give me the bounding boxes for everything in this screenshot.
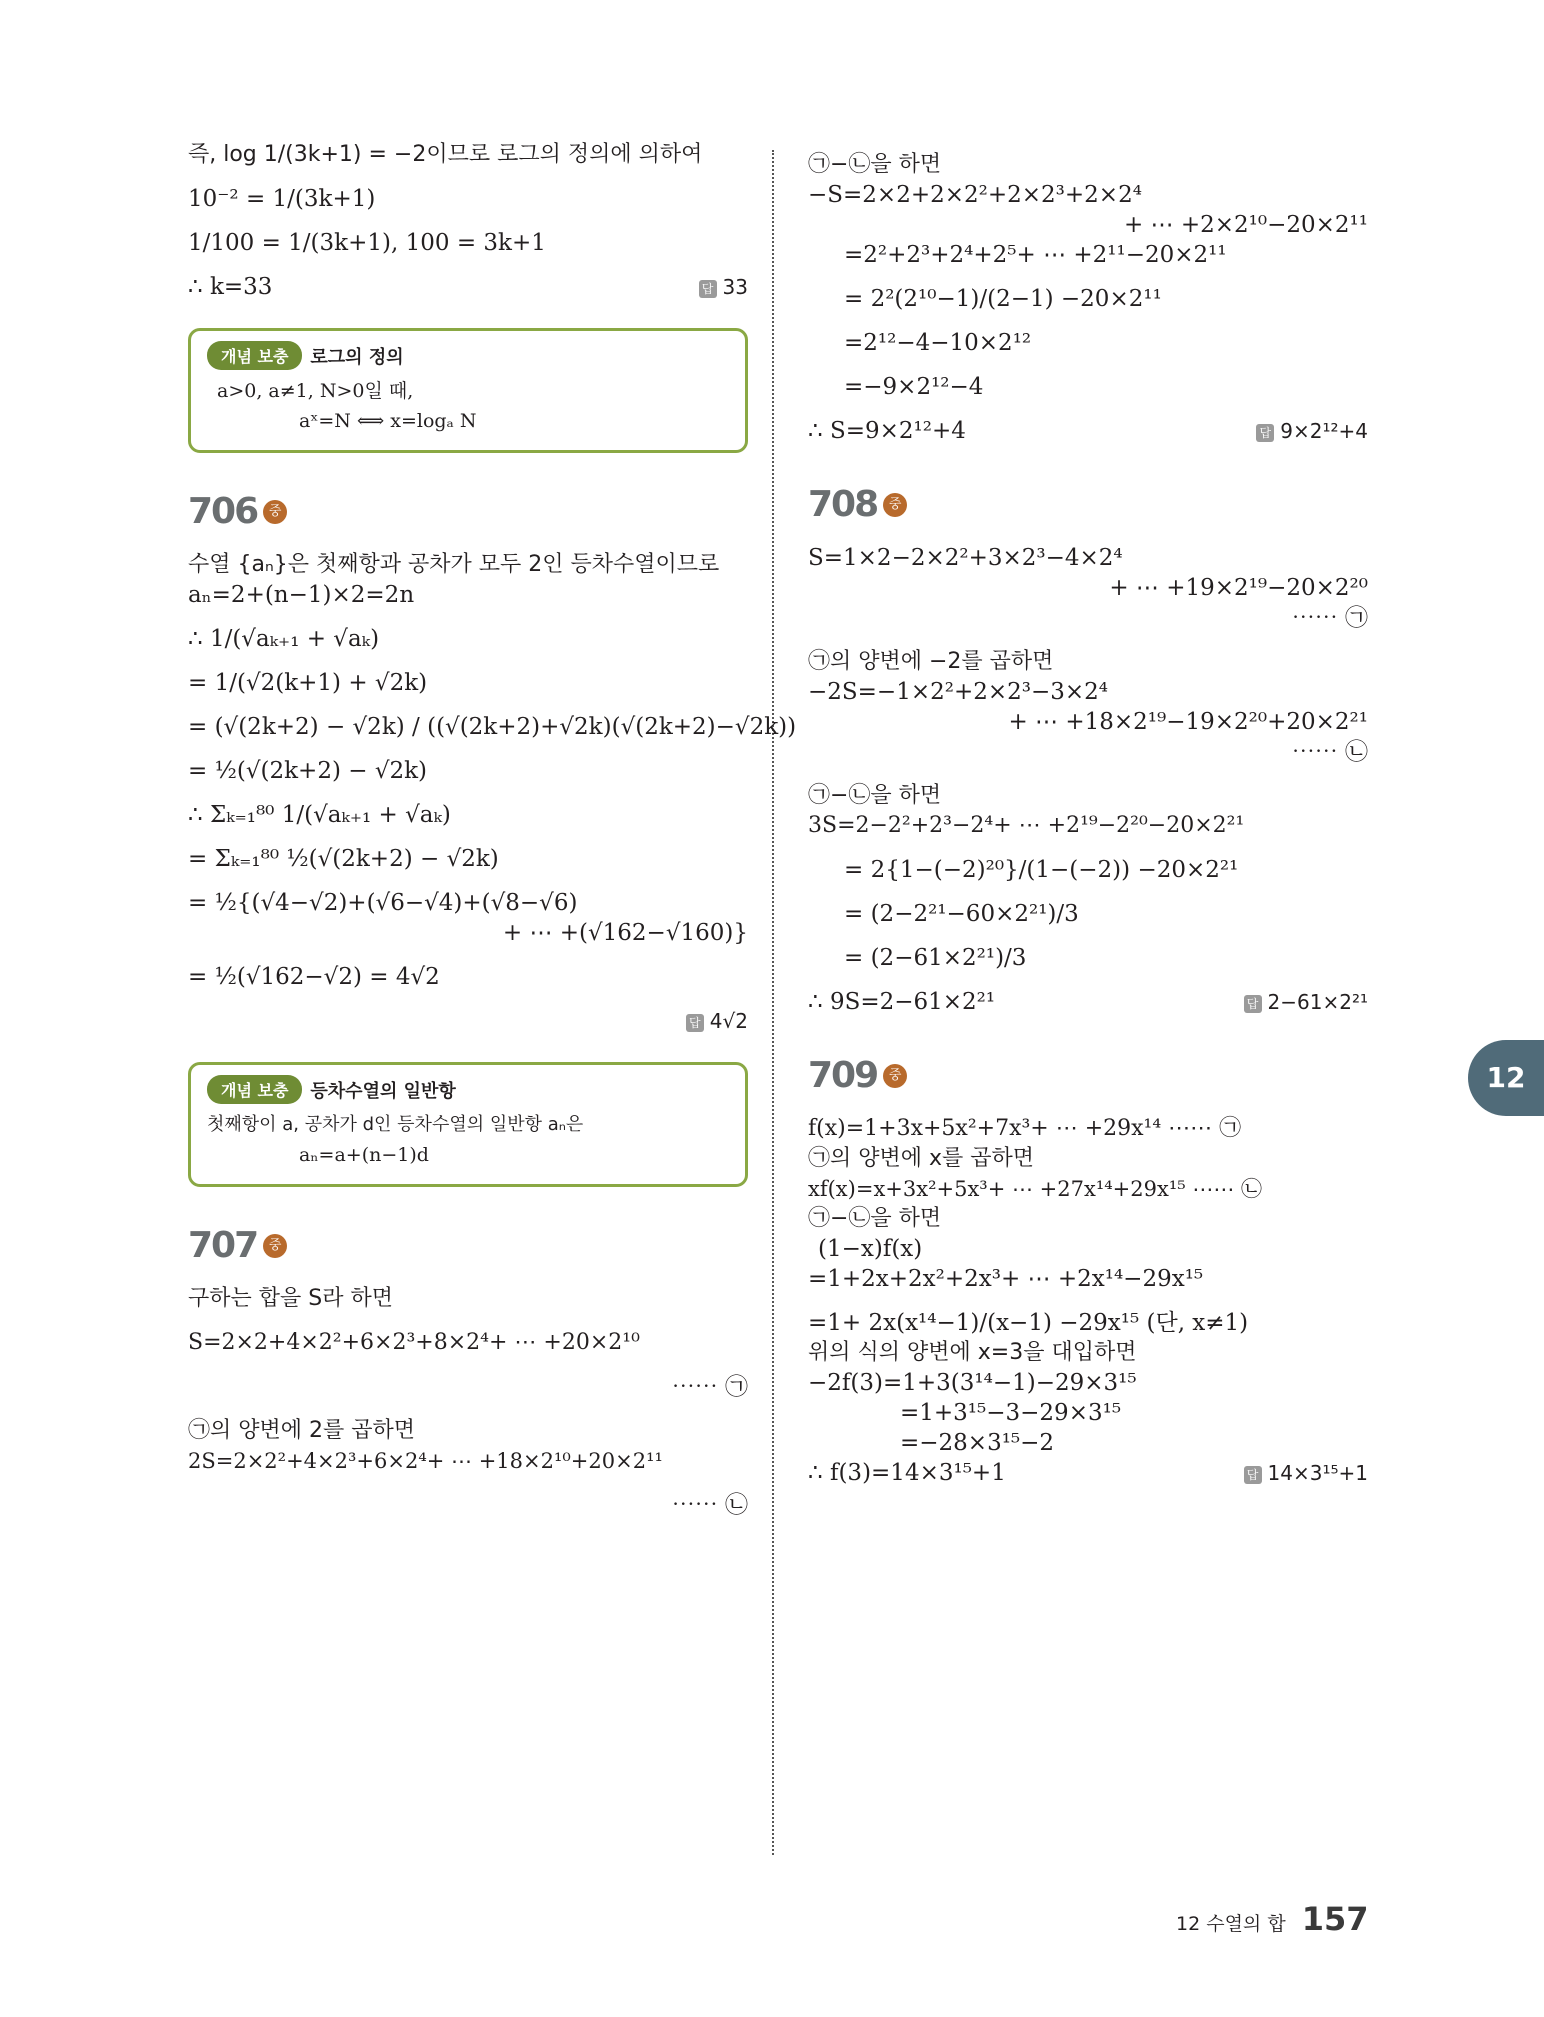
p707-cont-line: =2²+2³+2⁴+2⁵+ ⋯ +2¹¹−20×2¹¹ — [844, 242, 1227, 268]
p708-line: ⋯⋯ ㉡ — [1291, 739, 1368, 765]
difficulty-badge: 중 — [263, 1234, 287, 1258]
concept-title: 로그의 정의 — [310, 346, 404, 368]
p706-line: = ½{(√4−√2)+(√6−√4)+(√8−√6) — [188, 890, 578, 916]
intro-line-3: 1/100 = 1/(3k+1), 100 = 3k+1 — [188, 230, 546, 256]
concept-box-arith — [188, 1062, 748, 1187]
answer-value: 2−61×2²¹ — [1267, 990, 1368, 1014]
p709-conclusion — [808, 1458, 1368, 1488]
p707-cont-line: =2¹²−4−10×2¹² — [844, 330, 1032, 356]
intro-conclusion: ∴ k=33 — [188, 274, 273, 300]
answer-709 — [1244, 1458, 1368, 1488]
p707-line: 구하는 합을 S라 하면 — [188, 1286, 393, 1311]
concept-tag: 개념 보충 — [207, 341, 302, 370]
p709-line: =1+ 2x(x¹⁴−1)/(x−1) −29x¹⁵ (단, x≠1) — [808, 1310, 1249, 1336]
intro-line-2: 10⁻² = 1/(3k+1) — [188, 186, 376, 212]
p706-line: = Σₖ₌₁⁸⁰ ½(√(2k+2) − √2k) — [188, 846, 499, 872]
p708-line: + ⋯ +18×2¹⁹−19×2²⁰+20×2²¹ — [1008, 709, 1368, 735]
p708-line: = (2−61×2²¹)/3 — [844, 945, 1027, 971]
p706-line: = ½(√162−√2) = 4√2 — [188, 964, 440, 990]
p708-line: 3S=2−2²+2³−2⁴+ ⋯ +2¹⁹−2²⁰−20×2²¹ — [808, 813, 1245, 838]
page-number: 157 — [1301, 1900, 1369, 1938]
p707-line: S=2×2+4×2²+6×2³+8×2⁴+ ⋯ +20×2¹⁰ — [188, 1330, 640, 1355]
chapter-tab: 12 — [1468, 1040, 1544, 1116]
p709-line: 위의 식의 양변에 x=3을 대입하면 — [808, 1340, 1137, 1365]
left-column — [188, 140, 797, 1520]
p709-line: f(x)=1+3x+5x²+7x³+ ⋯ +29x¹⁴ ⋯⋯ ㉠ — [808, 1116, 1242, 1141]
p706-line: + ⋯ +(√162−√160)} — [502, 920, 748, 946]
answer-value: 14×3¹⁵+1 — [1267, 1461, 1368, 1485]
p709-line: =1+3¹⁵−3−29×3¹⁵ — [900, 1400, 1122, 1426]
p706-answer-line — [188, 1006, 748, 1036]
answer-badge: 답 — [1244, 995, 1262, 1013]
answer-badge: 답 — [686, 1014, 704, 1032]
p706-line: ∴ 1/(√aₖ₊₁ + √aₖ) — [188, 626, 380, 652]
p706-line: = ½(√(2k+2) − √2k) — [188, 758, 428, 784]
p706-line: 수열 {aₙ}은 첫째항과 공차가 모두 2인 등차수열이므로 — [188, 552, 720, 577]
problem-707-header — [188, 1225, 748, 1266]
difficulty-badge: 중 — [263, 500, 287, 524]
p706-line: = 1/(√2(k+1) + √2k) — [188, 670, 428, 696]
p709-line: =−28×3¹⁵−2 — [900, 1430, 1055, 1456]
answer-badge: 답 — [1256, 424, 1274, 442]
problem-706-header — [188, 491, 748, 532]
page-footer — [1176, 1900, 1368, 1938]
difficulty-badge: 중 — [883, 493, 907, 517]
p708-line: −2S=−1×2²+2×2³−3×2⁴ — [808, 679, 1109, 705]
p708-line: + ⋯ +19×2¹⁹−20×2²⁰ — [1109, 575, 1368, 601]
p709-line: (1−x)f(x) — [818, 1236, 923, 1262]
answer-value: 4√2 — [709, 1009, 748, 1033]
p707-cont-line: −S=2×2+2×2²+2×2³+2×2⁴ — [808, 182, 1142, 208]
p707-line: ⋯⋯ ㉠ — [671, 1374, 748, 1400]
p708-line: ㉠−㉡을 하면 — [808, 783, 942, 808]
concept-tag: 개념 보충 — [207, 1075, 302, 1104]
answer-707 — [1256, 416, 1368, 446]
problem-number: 706 — [188, 491, 258, 532]
p709-line: xf(x)=x+3x²+5x³+ ⋯ +27x¹⁴+29x¹⁵ ⋯⋯ ㉡ — [808, 1177, 1263, 1201]
conclusion-text: ∴ 9S=2−61×2²¹ — [808, 989, 996, 1015]
right-column — [808, 150, 1368, 1488]
answer-value: 9×2¹²+4 — [1280, 419, 1368, 443]
concept-title: 등차수열의 일반항 — [310, 1080, 456, 1102]
concept-line: a>0, a≠1, N>0일 때, — [217, 380, 414, 402]
p709-line: =1+2x+2x²+2x³+ ⋯ +2x¹⁴−29x¹⁵ — [808, 1266, 1204, 1292]
p708-line: = 2{1−(−2)²⁰}/(1−(−2)) −20×2²¹ — [844, 857, 1239, 883]
answer-value: 33 — [722, 275, 748, 299]
p708-line: ⋯⋯ ㉠ — [1291, 605, 1368, 631]
problem-number: 709 — [808, 1055, 878, 1096]
column-divider — [772, 150, 774, 1855]
p707-line: ㉠의 양변에 2를 곱하면 — [188, 1418, 415, 1443]
answer-708 — [1244, 987, 1368, 1017]
chapter-label: 12 수열의 합 — [1176, 1913, 1286, 1935]
answer-706-prev — [699, 272, 748, 302]
answer-706 — [686, 1006, 748, 1036]
p707-cont-line: + ⋯ +2×2¹⁰−20×2¹¹ — [1123, 212, 1368, 238]
intro-line-4 — [188, 272, 748, 302]
difficulty-badge: 중 — [883, 1064, 907, 1088]
p707-line: 2S=2×2²+4×2³+6×2⁴+ ⋯ +18×2¹⁰+20×2¹¹ — [188, 1449, 663, 1473]
p709-line: ㉠의 양변에 x를 곱하면 — [808, 1146, 1035, 1171]
problem-number: 708 — [808, 484, 878, 525]
p706-line: = (√(2k+2) − √2k) / ((√(2k+2)+√2k)(√(2k+2)−√2k)) — [188, 714, 797, 740]
p707-cont-line: = 2²(2¹⁰−1)/(2−1) −20×2¹¹ — [844, 286, 1162, 312]
p709-line: ㉠−㉡을 하면 — [808, 1206, 942, 1231]
concept-line: 첫째항이 a, 공차가 d인 등차수열의 일반항 aₙ은 — [207, 1114, 584, 1135]
p708-line: S=1×2−2×2²+3×2³−4×2⁴ — [808, 545, 1123, 571]
problem-number: 707 — [188, 1225, 258, 1266]
problem-708-header — [808, 484, 1368, 525]
p708-line: ㉠의 양변에 −2를 곱하면 — [808, 649, 1054, 674]
p706-line: aₙ=2+(n−1)×2=2n — [188, 582, 415, 608]
p706-line: ∴ Σₖ₌₁⁸⁰ 1/(√aₖ₊₁ + √aₖ) — [188, 802, 451, 828]
concept-box-log — [188, 328, 748, 453]
p707-cont-line: ㉠−㉡을 하면 — [808, 152, 942, 177]
p707-line: ⋯⋯ ㉡ — [671, 1492, 748, 1518]
concept-line: aₙ=a+(n−1)d — [299, 1144, 429, 1166]
answer-badge: 답 — [1244, 1466, 1262, 1484]
p708-line: = (2−2²¹−60×2²¹)/3 — [844, 901, 1079, 927]
answer-badge: 답 — [699, 280, 717, 298]
p707-cont-line: =−9×2¹²−4 — [844, 374, 984, 400]
problem-709-header — [808, 1055, 1368, 1096]
conclusion-text: ∴ S=9×2¹²+4 — [808, 418, 966, 444]
p707-cont-conclusion — [808, 416, 1368, 446]
conclusion-text: ∴ f(3)=14×3¹⁵+1 — [808, 1460, 1006, 1486]
concept-line: aˣ=N ⟺ x=logₐ N — [299, 410, 477, 432]
p709-line: −2f(3)=1+3(3¹⁴−1)−29×3¹⁵ — [808, 1370, 1137, 1396]
intro-line-1: 즉, log 1/(3k+1) = −2이므로 로그의 정의에 의하여 — [188, 142, 703, 167]
p708-conclusion — [808, 987, 1368, 1017]
